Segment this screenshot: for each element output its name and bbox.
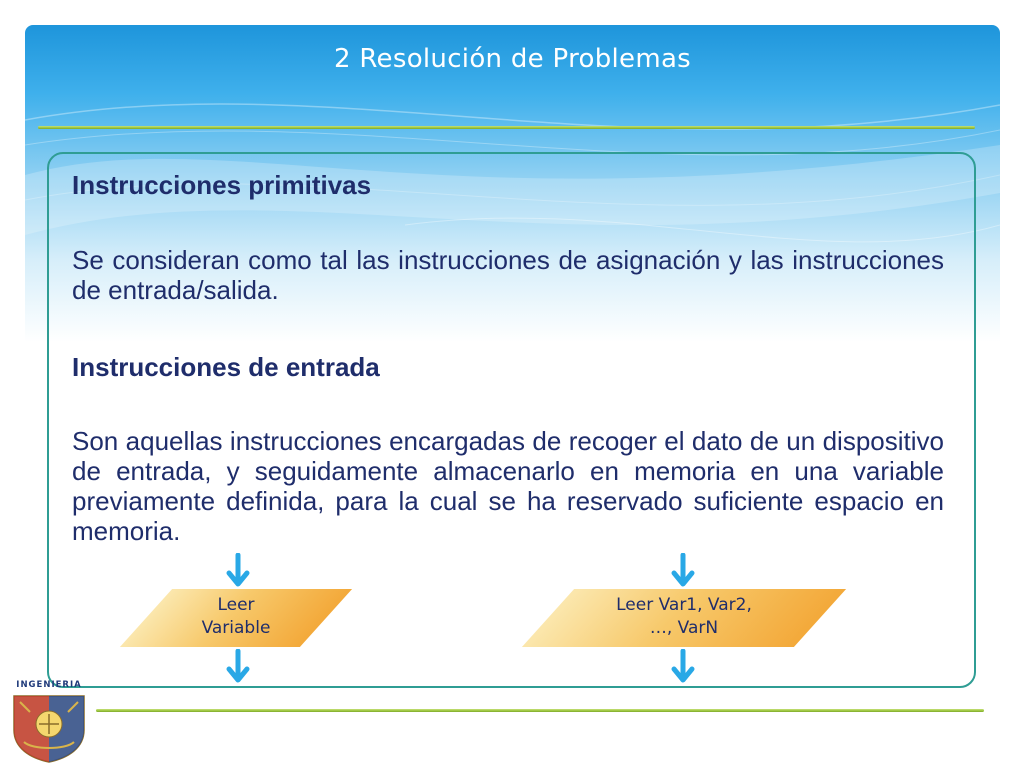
input-shape-label-line1: Leer Var1, Var2, xyxy=(616,595,752,615)
logo-text: INGENIERIA xyxy=(16,680,82,690)
arrow-down-icon xyxy=(226,553,250,589)
input-shape-label-line1: Leer xyxy=(217,595,255,615)
title-underline xyxy=(38,126,975,129)
footer-line xyxy=(96,709,984,712)
paragraph-input-instructions: Son aquellas instrucciones encargadas de recoger el dato de un dispositivo de entrada, y seguidamente almacenarlo en memoria en una variable previamente definida, para la cual se ha reservado suficiente espacio en memoria. xyxy=(72,426,944,546)
unam-faculty-shield-icon xyxy=(6,672,92,764)
heading-primitive-instructions: Instrucciones primitivas xyxy=(72,170,372,200)
arrow-down-icon xyxy=(671,553,695,589)
input-shape-label xyxy=(146,594,326,640)
arrow-down-icon xyxy=(226,649,250,685)
slide-title: 2 Resolución de Problemas xyxy=(333,44,692,74)
input-shape-label xyxy=(548,594,820,640)
paragraph-primitive-instructions: Se consideran como tal las instrucciones de asignación y las instrucciones de entrada/salida. xyxy=(72,245,944,305)
input-shape-label-line2: …, VarN xyxy=(649,618,719,638)
input-shape-label-line2: Variable xyxy=(201,618,271,638)
arrow-down-icon xyxy=(671,649,695,685)
heading-input-instructions: Instrucciones de entrada xyxy=(72,352,380,382)
